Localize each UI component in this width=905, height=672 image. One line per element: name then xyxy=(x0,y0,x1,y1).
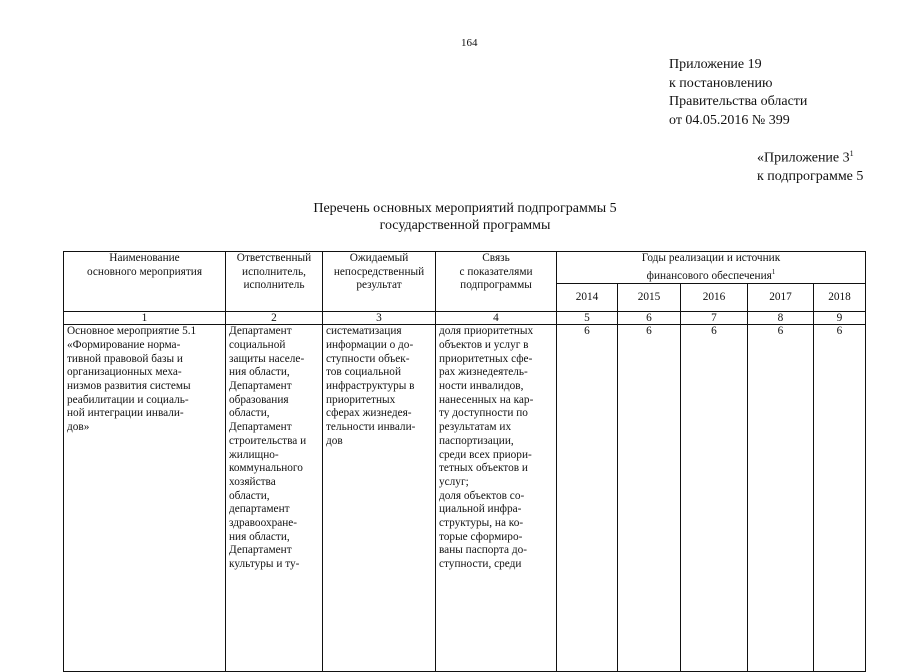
header-year: 2018 xyxy=(814,284,866,312)
header-result xyxy=(323,252,436,312)
cell-line: защиты населе- xyxy=(229,352,305,365)
cell-line: ту доступности по xyxy=(439,407,528,420)
cell-line: доля объектов со- xyxy=(439,489,525,502)
page-number: 164 xyxy=(461,37,478,49)
cell-line: объектов и услуг в xyxy=(439,338,529,351)
cell-line: приоритетных сфе- xyxy=(439,352,533,365)
cell-line: культуры и ту- xyxy=(229,558,300,571)
cell-line: Департамент xyxy=(229,325,292,338)
cell-line: области, xyxy=(229,407,270,420)
cell-line: организационных меха- xyxy=(67,366,182,379)
appendix-line: Правительства области xyxy=(669,94,808,109)
cell-line: строительства и xyxy=(229,434,307,447)
cell-line: тов социальной xyxy=(326,366,401,379)
measures-table xyxy=(63,251,866,672)
cell-line: систематизация xyxy=(326,325,402,338)
cell-line: ности инвалидов, xyxy=(439,379,524,392)
year-value-cell: 6 xyxy=(557,325,618,672)
cell-line: результатам их xyxy=(439,421,512,434)
cell-line: социальной xyxy=(229,338,286,351)
subappendix-header xyxy=(757,145,863,187)
cell-line: инфраструктуры в xyxy=(326,379,415,392)
column-number: 8 xyxy=(748,312,814,325)
cell-line: здравоохране- xyxy=(229,517,298,530)
cell-line: хозяйства xyxy=(229,475,276,488)
subappendix-line xyxy=(757,145,863,168)
header-executor xyxy=(226,252,323,312)
result-cell xyxy=(323,325,436,672)
header-row xyxy=(64,252,866,284)
column-number: 1 xyxy=(64,312,226,325)
cell-line: тивной правовой базы и xyxy=(67,352,183,365)
appendix-header xyxy=(669,56,807,130)
cell-line: тетных объектов и xyxy=(439,462,528,475)
cell-line: ния области, xyxy=(229,530,290,543)
indicators-cell xyxy=(436,325,557,672)
cell-line: ваны паспорта до- xyxy=(439,544,527,557)
footnote-mark: 1 xyxy=(771,267,776,276)
column-number: 2 xyxy=(226,312,323,325)
executor-cell xyxy=(226,325,323,672)
cell-line: рах жизнедеятель- xyxy=(439,366,528,379)
column-number: 9 xyxy=(814,312,866,325)
cell-line: департамент xyxy=(229,503,290,516)
document-title xyxy=(250,200,680,234)
cell-line: образования xyxy=(229,393,289,406)
cell-line: дов» xyxy=(67,421,90,434)
title-line: Перечень основных мероприятий подпрограммы 5 xyxy=(313,201,617,216)
header-year: 2016 xyxy=(681,284,748,312)
column-number: 4 xyxy=(436,312,557,325)
cell-line: реабилитации и социаль- xyxy=(67,393,189,406)
cell-line: циальной инфра- xyxy=(439,503,522,516)
cell-line: нанесенных на кар- xyxy=(439,393,534,406)
header-line: исполнитель xyxy=(243,279,305,292)
cell-line: торые сформиро- xyxy=(439,530,523,543)
cell-line: информации о до- xyxy=(326,338,414,351)
header-line: непосредственный xyxy=(333,265,425,278)
column-number-row xyxy=(64,312,866,325)
header-line: исполнитель, xyxy=(242,265,306,278)
cell-line: среди всех приори- xyxy=(439,448,532,461)
cell-line: структуры, на ко- xyxy=(439,517,524,530)
column-number: 5 xyxy=(557,312,618,325)
header-year: 2017 xyxy=(748,284,814,312)
column-number: 3 xyxy=(323,312,436,325)
header-name xyxy=(64,252,226,312)
cell-line: паспортизации, xyxy=(439,434,514,447)
cell-line: Основное мероприятие 5.1 xyxy=(67,325,197,338)
appendix-line: Приложение 19 xyxy=(669,57,762,72)
header-line: результат xyxy=(356,279,402,292)
cell-line: Департамент xyxy=(229,379,292,392)
year-value-cell: 6 xyxy=(748,325,814,672)
cell-line: Департамент xyxy=(229,544,292,557)
cell-line: услуг; xyxy=(439,475,469,488)
year-value-cell: 6 xyxy=(618,325,681,672)
cell-line: ния области, xyxy=(229,366,290,379)
column-number: 7 xyxy=(681,312,748,325)
header-line: Годы реализации и источник xyxy=(641,252,781,264)
cell-line: приоритетных xyxy=(326,393,396,406)
header-indicators xyxy=(436,252,557,312)
cell-line: доля приоритетных xyxy=(439,325,534,338)
header-line: Ответственный xyxy=(236,252,312,264)
header-line: подпрограммы xyxy=(460,279,532,292)
cell-line: сферах жизнедея- xyxy=(326,407,412,420)
subappendix-text: «Приложение 3 xyxy=(757,150,850,166)
appendix-line: к постановлению xyxy=(669,75,773,91)
cell-line: низмов развития системы xyxy=(67,379,191,392)
table-row xyxy=(64,325,866,672)
header-years-group xyxy=(557,252,866,284)
cell-line: жилищно- xyxy=(229,448,279,461)
cell-line: коммунального xyxy=(229,462,303,475)
cell-line: ступности объек- xyxy=(326,352,410,365)
header-years-text: финансового обеспечения xyxy=(646,269,772,282)
cell-line: «Формирование норма- xyxy=(67,338,181,351)
header-year: 2014 xyxy=(557,284,618,312)
header-line: Наименование xyxy=(109,252,180,264)
footnote-mark: 1 xyxy=(849,149,854,158)
cell-line: тельности инвали- xyxy=(326,421,416,434)
cell-line: ной интеграции инвали- xyxy=(67,407,184,420)
column-number: 6 xyxy=(618,312,681,325)
year-value-cell: 6 xyxy=(681,325,748,672)
header-line: Ожидаемый xyxy=(349,252,409,264)
header-line: Связь xyxy=(482,252,510,264)
title-line: государственной программы xyxy=(379,218,551,233)
cell-line: области, xyxy=(229,489,270,502)
appendix-line: от 04.05.2016 № 399 xyxy=(669,112,790,128)
measure-name-cell xyxy=(64,325,226,672)
header-line: основного мероприятия xyxy=(86,265,203,278)
header-line: с показателями xyxy=(459,265,533,278)
cell-line: Департамент xyxy=(229,421,292,434)
cell-line: ступности, среди xyxy=(439,558,522,571)
subappendix-line: к подпрограмме 5 xyxy=(757,169,864,185)
cell-line: дов xyxy=(326,434,343,447)
header-line xyxy=(560,266,862,283)
header-year: 2015 xyxy=(618,284,681,312)
year-value-cell: 6 xyxy=(814,325,866,672)
